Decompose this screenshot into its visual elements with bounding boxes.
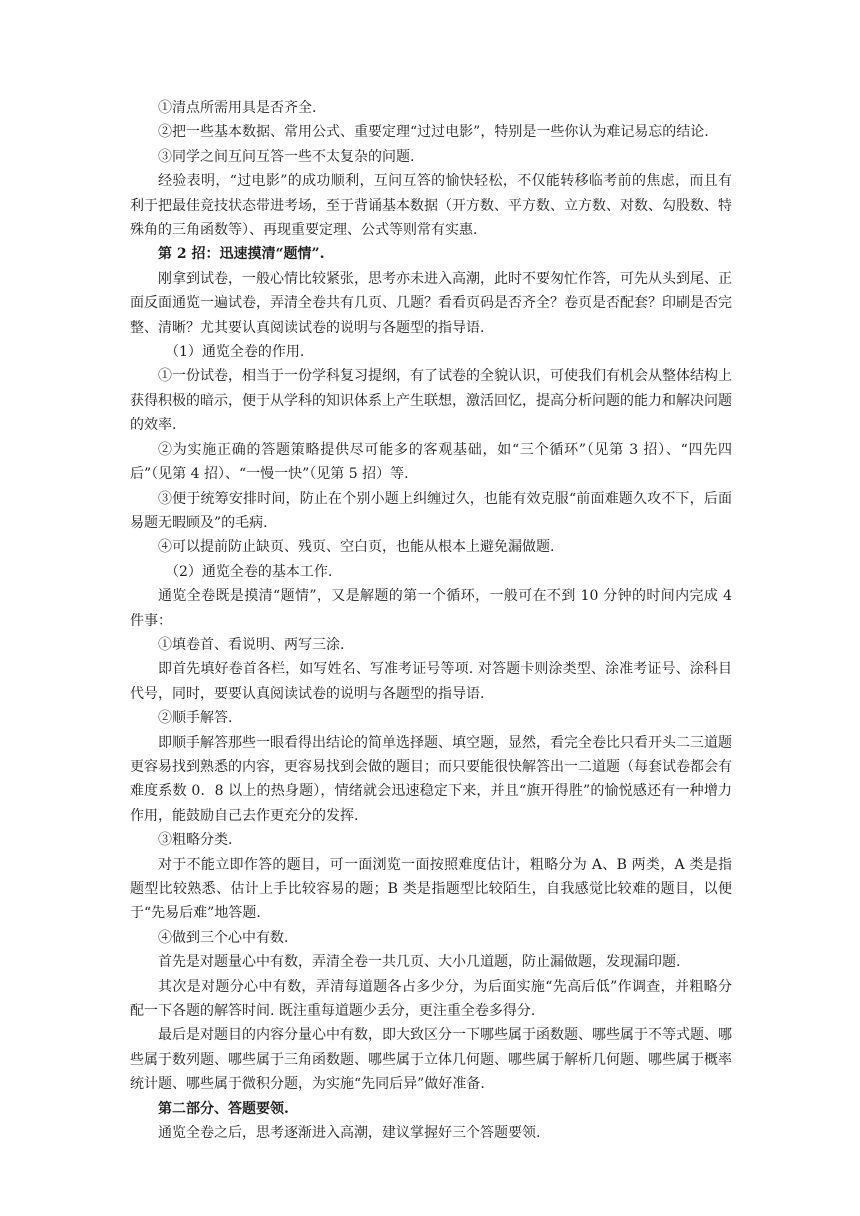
body-paragraph: ②把一些基本数据、常用公式、重要定理“过过电影”，特别是一些你认为难记易忘的结论. <box>158 124 709 141</box>
body-paragraph: （1）通览全卷的作用. <box>165 344 305 361</box>
body-paragraph: ①填卷首、看说明、两写三涂. <box>158 636 345 653</box>
body-paragraph: ①一份试卷，相当于一份学科复习提纲，有了试卷的全貌认识，可使我们有机会从整体结构上获得积极的暗示，便于从学科的知识体系上产生联想，激活回忆，提高分析问题的能力和解决问题的效率. <box>130 368 732 434</box>
body-paragraph: ②顺手解答. <box>158 710 233 727</box>
section-heading: 第 2 招：迅速摸清“题情”. <box>158 246 325 263</box>
body-paragraph: ④可以提前防止缺页、残页、空白页，也能从根本上避免漏做题. <box>158 539 555 556</box>
document-page <box>130 96 732 1145</box>
body-paragraph: ③便于统筹安排时间，防止在个别小题上纠缠过久，也能有效克服“前面难题久攻不下，后面易题无暇顾及”的毛病. <box>130 490 732 531</box>
body-paragraph: 对于不能立即作答的题目，可一面浏览一面按照难度估计，粗略分为 A、B 两类，A 类是指题型比较熟悉、估计上手比较容易的题；B 类是指题型比较陌生，自我感觉比较难的题目，以便于“先易后难”地答题. <box>130 856 732 922</box>
body-paragraph: ①清点所需用具是否齐全. <box>158 100 317 116</box>
body-paragraph: 其次是对题分心中有数，弄清每道题各占多少分，为后面实施“先高后低”作调查，并粗略分配一下各题的解答时间. 既注重每道题少丢分，更注重全卷多得分. <box>130 978 732 1020</box>
section-heading: 第二部分、答题要领. <box>158 1100 289 1117</box>
body-paragraph: 刚拿到试卷，一般心情比较紧张，思考亦未进入高潮，此时不要匆忙作答，可先从头到尾、正面反面通览一遍试卷，弄清全卷共有几页、几题？看看页码是否齐全？卷页是否配套？印刷是否完整、清晰？尤其要认真阅读试卷的说明与各题型的指导语. <box>130 270 732 336</box>
body-paragraph: 通览全卷既是摸清“题情”，又是解题的第一个循环，一般可在不到 10 分钟的时间内完成 4 件事： <box>130 588 732 629</box>
body-paragraph: 首先是对题量心中有数，弄清全卷一共几页、大小几道题，防止漏做题，发现漏印题. <box>158 954 681 971</box>
body-paragraph: ④做到三个心中有数. <box>158 929 289 946</box>
body-paragraph: （2）通览全卷的基本工作. <box>165 563 333 580</box>
body-paragraph: ③同学之间互问互答一些不太复杂的问题. <box>158 148 415 165</box>
body-paragraph: 通览全卷之后，思考逐渐进入高潮，建议掌握好三个答题要领. <box>158 1125 541 1142</box>
body-paragraph: 即首先填好卷首各栏，如写姓名、写准考证号等项. 对答题卡则涂类型、涂准考证号、涂科目代号，同时，要要认真阅读试卷的说明与各题型的指导语. <box>130 661 732 702</box>
body-paragraph: ③粗略分类. <box>158 832 233 849</box>
body-paragraph: 经验表明，“过电影”的成功顺利，互问互答的愉快轻松，不仅能转移临考前的焦虑，而且有利于把最佳竞技状态带进考场，至于背诵基本数据（开方数、平方数、立方数、对数、勾股数、特殊角的三角函数等）、再现重要定理、公式等则常有实惠. <box>130 173 732 239</box>
body-paragraph: ②为实施正确的答题策略提供尽可能多的客观基础，如“三个循环”（见第 3 招）、“四先四后”（见第 4 招）、“一慢一快”（见第 5 招）等. <box>130 441 732 483</box>
body-paragraph: 即顺手解答那些一眼看得出结论的简单选择题、填空题，显然，看完全卷比只看开头二三道题更容易找到熟悉的内容，更容易找到会做的题目；而只要能很快解答出一二道题（每套试卷都会有难度系数 0．8 以上的热身题），情绪就会迅速稳定下来，并且“旗开得胜”的愉悦感还有一种增力作用，能鼓励自己去作更充分的发挥. <box>130 734 732 824</box>
body-paragraph: 最后是对题目的内容分量心中有数，即大致区分一下哪些属于函数题、哪些属于不等式题、哪些属于数列题、哪些属于三角函数题、哪些属于立体几何题、哪些属于解析几何题、哪些属于概率统计题、哪些属于微积分题，为实施“先同后异”做好准备. <box>130 1027 732 1093</box>
